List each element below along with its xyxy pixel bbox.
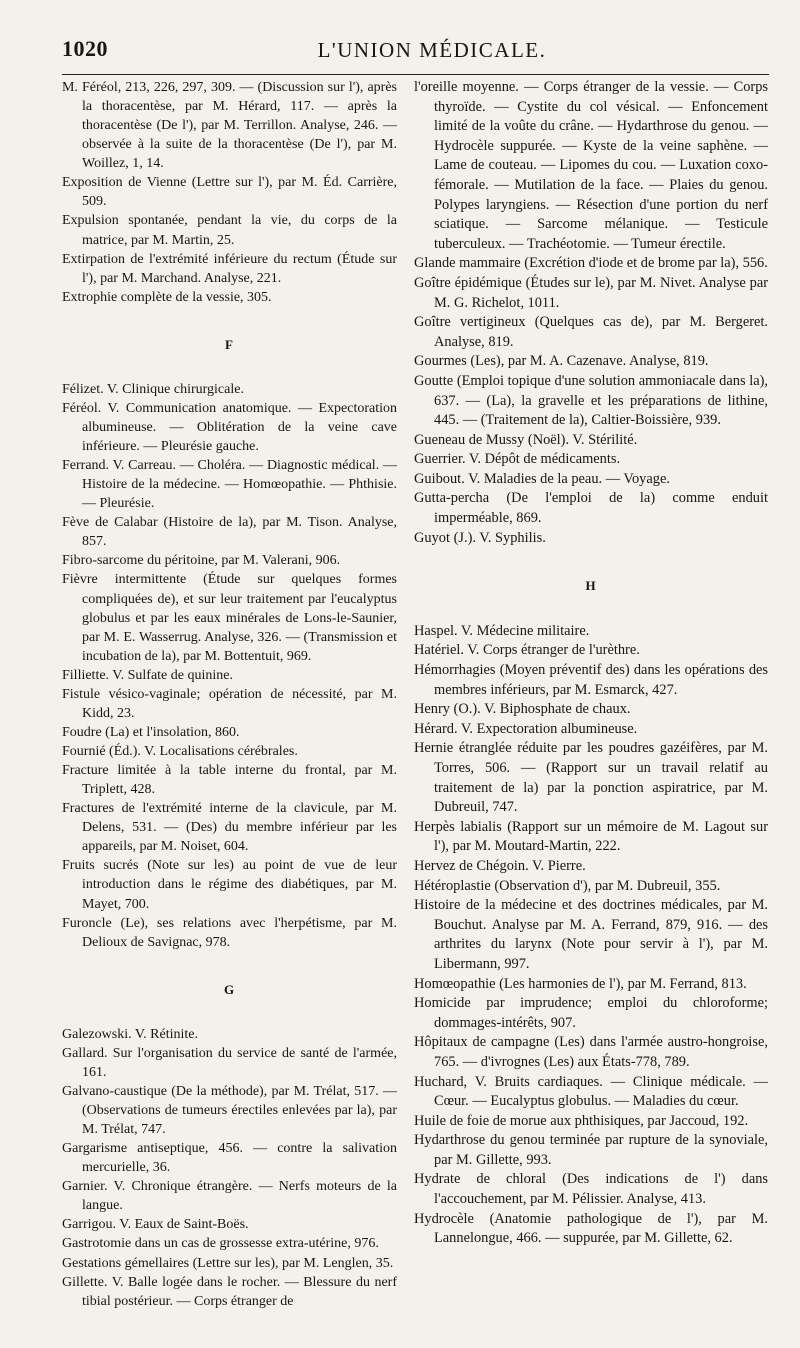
index-entry: Histoire de la médecine et des doctrines médicales, par M. Bouchut. Analyse par M. A. Ferrand, 879, 916. — des arthrites du larynx (Note pour servir à l'), par M. Libermann, 997.: [414, 897, 768, 972]
index-entry: Huile de foie de morue aux phthisiques, par Jaccoud, 192.: [414, 1112, 749, 1129]
index-entry: Furoncle (Le), ses relations avec l'herpétisme, par M. Delioux de Savignac, 978.: [62, 915, 397, 950]
page-header: [62, 30, 762, 68]
section-letter: H: [585, 578, 597, 594]
index-entry: Fève de Calabar (Histoire de la), par M. Tison. Analyse, 857.: [62, 515, 397, 550]
index-entry: Homœopathie (Les harmonies de l'), par M. Ferrand, 813.: [414, 975, 747, 992]
index-entry: Fracture limitée à la table interne du frontal, par M. Triplett, 428.: [62, 763, 397, 798]
index-entry: Gargarisme antiseptique, 456. — contre la salivation mercurielle, 36.: [62, 1141, 397, 1176]
index-entry: Garrigou. V. Eaux de Saint-Boës.: [62, 1217, 249, 1233]
index-entry: Hydarthrose du genou terminée par rupture de la synoviale, par M. Gillette, 993.: [414, 1132, 768, 1168]
index-entry: M. Féréol, 213, 226, 297, 309. — (Discussion sur l'), après la thoracentèse, par M. Hérard, 117. — après la thoracentèse (De l'), par M. Terrillon. Analyse, 246. — observée à la suite de la thoracentèse (De l'), par M. Woillez, 1, 14.: [62, 80, 397, 172]
index-entry: Gutta-percha (De l'emploi de la) comme enduit imperméable, 869.: [414, 490, 768, 527]
running-title: L'UNION MÉDICALE.: [317, 38, 547, 62]
index-entry: Expulsion spontanée, pendant la vie, du corps de la matrice, par M. Martin, 25.: [62, 213, 397, 248]
index-entry: Goître vertigineux (Quelques cas de), par M. Bergeret. Analyse, 819.: [414, 314, 768, 350]
index-entry: Hervez de Chégoin. V. Pierre.: [414, 857, 586, 874]
index-entry: Galvano-caustique (De la méthode), par M. Trélat, 517. — (Observations de tumeurs érectiles enlevées par la), par M. Trélat, 747.: [62, 1083, 397, 1138]
index-entry: Filliette. V. Sulfate de quinine.: [62, 667, 233, 683]
index-entry: Féréol. V. Communication anatomique. — Expectoration albumineuse. — Oblitération de la veine cave inférieure. — Pleurésie gauche.: [62, 400, 397, 454]
header-rule: [62, 74, 769, 75]
index-entry: Henry (O.). V. Biphosphate de chaux.: [414, 701, 631, 718]
index-entry: Hydrocèle (Anatomie pathologique de l'), par M. Lannelongue, 466. — suppurée, par M. Gillette, 62.: [414, 1210, 768, 1247]
index-entry: Extirpation de l'extrémité inférieure du rectum (Étude sur l'), par M. Marchand. Analyse, 221.: [62, 251, 397, 286]
index-entry: Guibout. V. Maladies de la peau. — Voyage.: [414, 470, 670, 487]
index-entry: Fièvre intermittente (Étude sur quelques formes compliquées de), et sur leur traitement par l'eucalyptus globulus et par les eaux minérales de Lons-le-Saunier, par M. E. Wasserrug. Analyse, 326. — (Transmission et incubation de la), par M. Bottentuit, 969.: [62, 572, 397, 664]
index-entry: Gourmes (Les), par M. A. Cazenave. Analyse, 819.: [414, 353, 709, 370]
index-entry: Gallard. Sur l'organisation du service de santé de l'armée, 161.: [62, 1045, 397, 1080]
right-column: [414, 78, 768, 1249]
index-entry: Herpès labialis (Rapport sur un mémoire de M. Lagout sur l'), par M. Moutard-Martin, 222.: [414, 818, 768, 855]
index-entry: Foudre (La) et l'insolation, 860.: [62, 724, 240, 740]
index-entry: Galezowski. V. Rétinite.: [62, 1026, 198, 1042]
index-entry: Ferrand. V. Carreau. — Choléra. — Diagnostic médical. — Histoire de la médecine. — Homœopathie. — Phthisie. — Pleurésie.: [62, 458, 397, 512]
index-entry: Gillette. V. Balle logée dans le rocher. — Blessure du nerf tibial postérieur. — Corps étranger de: [62, 1274, 397, 1309]
index-entry: Hatériel. V. Corps étranger de l'urèthre.: [414, 642, 640, 659]
index-entry: Extrophie complète de la vessie, 305.: [62, 289, 272, 305]
index-entry: Fistule vésico-vaginale; opération de nécessité, par M. Kidd, 23.: [62, 686, 397, 721]
index-entry: Goître épidémique (Études sur le), par M. Nivet. Analyse par M. G. Richelot, 1011.: [414, 274, 768, 311]
index-entry: Garnier. V. Chronique étrangère. — Nerfs moteurs de la langue.: [62, 1179, 397, 1214]
index-entry: l'oreille moyenne. — Corps étranger de la vessie. — Corps thyroïde. — Cystite du col vésical. — Enfoncement limité de la voûte du crâne. — Hydarthrose du genou. — Hydrocèle suppurée. — Kyste de la veine saphène. — Lame de couteau. — Lipomes du cou. — Luxation coxo-fémorale. — Mutilation de la face. — Plaies du genou. Polypes laryngiens. — Résection d'une portion du nerf sciatique. — Sarcome mélanique. — Testicule tuberculeux. — Trachéotomie. — Tumeur érectile.: [414, 79, 768, 252]
index-entry: Gastrotomie dans un cas de grossesse extra-utérine, 976.: [62, 1236, 379, 1252]
index-entry: Fractures de l'extrémité interne de la clavicule, par M. Delens, 531. — (Des) du membre inférieur par les appareils, par M. Noiset, 604.: [62, 801, 397, 855]
section-letter: G: [223, 981, 236, 997]
index-entry: Homicide par imprudence; emploi du chloroforme; dommages-intérêts, 907.: [414, 995, 768, 1031]
index-entry: Hétéroplastie (Observation d'), par M. Dubreuil, 355.: [414, 877, 721, 894]
index-entry: Fournié (Éd.). V. Localisations cérébrales.: [62, 744, 298, 759]
index-entry: Fruits sucrés (Note sur les) au point de vue de leur introduction dans le régime des diabétiques, par M. Mayet, 700.: [62, 858, 397, 912]
index-entry: Haspel. V. Médecine militaire.: [414, 622, 590, 639]
index-entry: Guyot (J.). V. Syphilis.: [414, 529, 546, 546]
index-entry: Fibro-sarcome du péritoine, par M. Valerani, 906.: [62, 553, 341, 569]
index-entry: Exposition de Vienne (Lettre sur l'), par M. Éd. Carrière, 509.: [62, 175, 397, 210]
index-entry: Gueneau de Mussy (Noël). V. Stérilité.: [414, 431, 638, 448]
index-entry: Huchard, V. Bruits cardiaques. — Clinique médicale. — Cœur. — Eucalyptus globulus. — Maladies du cœur.: [414, 1073, 768, 1110]
index-entry: Guerrier. V. Dépôt de médicaments.: [414, 451, 621, 468]
index-entry: Goutte (Emploi topique d'une solution ammoniacale dans la), 637. — (La), la gravelle et les préparations de lithine, 445. — (Traitement de la), Caltier-Boissière, 939.: [414, 372, 768, 429]
index-entry: Félizet. V. Clinique chirurgicale.: [62, 381, 244, 397]
index-entry: Hérard. V. Expectoration albumineuse.: [414, 720, 638, 737]
index-entry: Hôpitaux de campagne (Les) dans l'armée austro-hongroise, 765. — d'ivrognes (Les) aux États-778, 789.: [414, 1034, 768, 1070]
index-entry: Hydrate de chloral (Des indications de l') dans l'accouchement, par M. Pélissier. Analyse, 413.: [414, 1171, 768, 1208]
index-entry: Hémorrhagies (Moyen préventif des) dans les opérations des membres inférieurs, par M. Esmarck, 427.: [414, 662, 768, 698]
index-entry: Hernie étranglée réduite par les poudres gazéifères, par M. Torres, 506. — (Rapport sur un travail relatif au traitement de la) par la ponction aspiratrice, par M. Dubreuil, 747.: [414, 740, 768, 816]
page-number: 1020: [62, 36, 108, 61]
index-entry: Glande mammaire (Excrétion d'iode et de brome par la), 556.: [414, 255, 768, 272]
left-column: [62, 78, 397, 1311]
index-entry: Gestations gémellaires (Lettre sur les), par M. Lenglen, 35.: [62, 1255, 394, 1271]
section-letter: F: [225, 336, 234, 352]
